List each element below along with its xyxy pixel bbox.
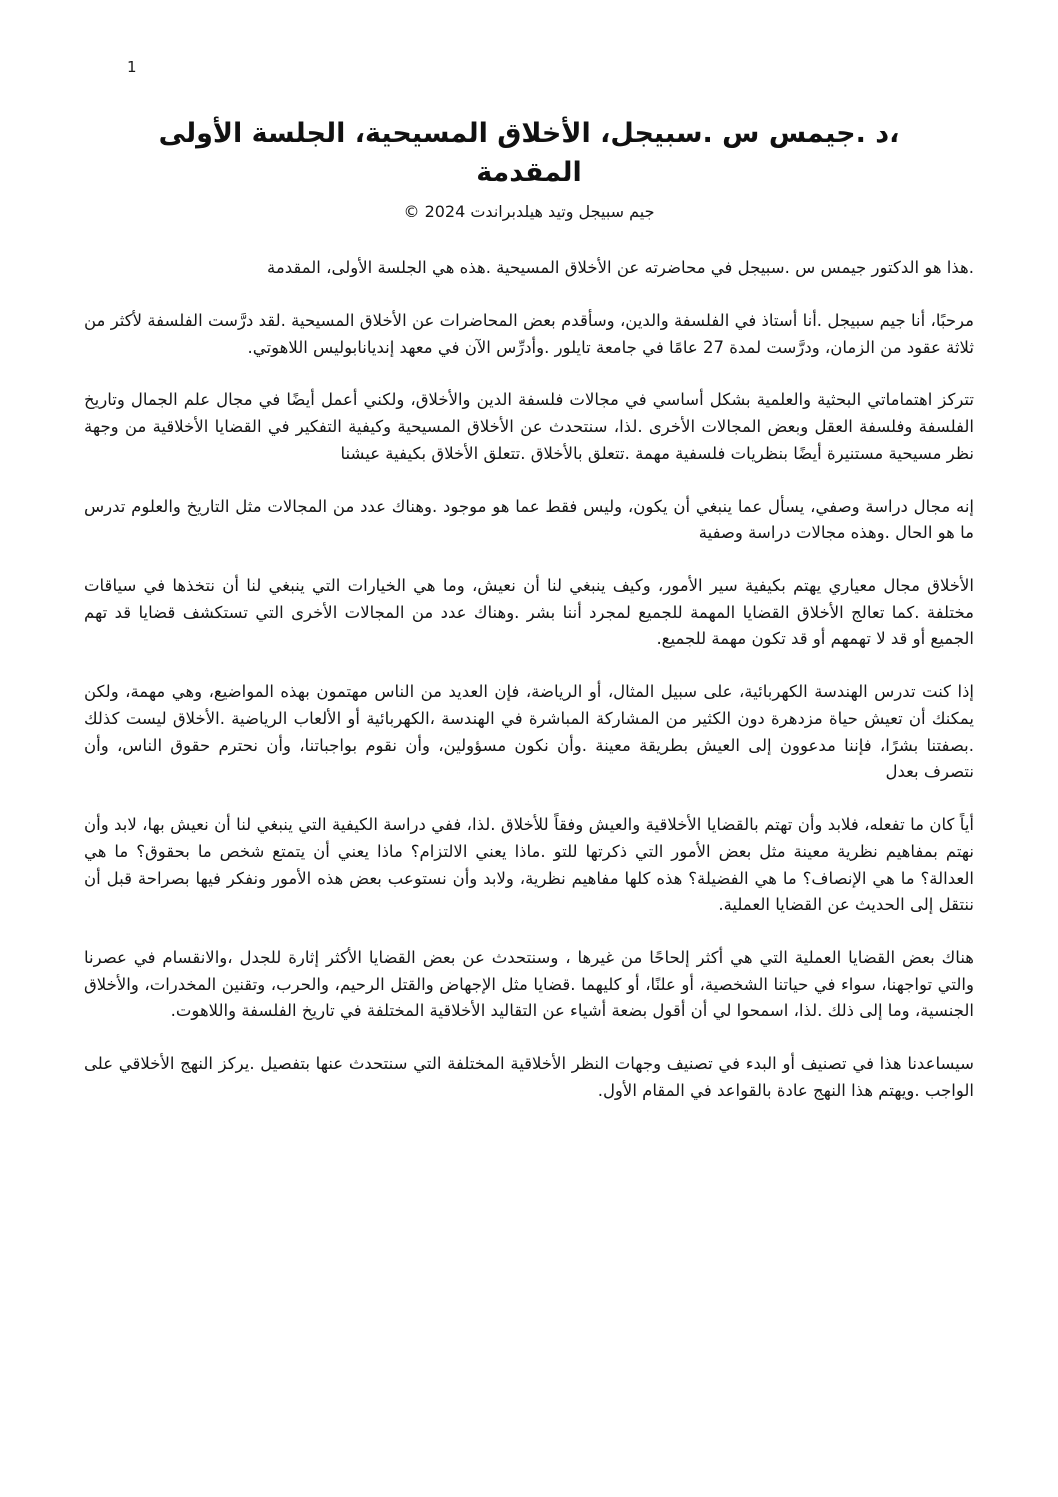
document-title xyxy=(84,114,974,192)
document-content xyxy=(84,114,974,1105)
paragraph: الأخلاق مجال معياري يهتم بكيفية سير الأمور، وكيف ينبغي لنا أن نعيش، وما هي الخيارات التي ينبغي لنا أن نتخذها في سياقات مختلفة .كما تعالج الأخلاق القضايا المهمة للجميع لمجرد أننا بشر .وهناك عدد من المجالات الأخرى التي تستكشف قضايا قد تهم الجميع أو قد لا تهمهم أو قد تكون مهمة للجميع. xyxy=(84,576,974,649)
paragraph: .هذا هو الدكتور جيمس س .سبيجل في محاضرته عن الأخلاق المسيحية .هذه هي الجلسة الأولى، المقدمة xyxy=(267,258,974,278)
paragraph: أياً كان ما تفعله، فلابد وأن تهتم بالقضايا الأخلاقية والعيش وفقاً للأخلاق .لذا، ففي دراسة الكيفية التي ينبغي لنا أن نعيش بها، لابد وأن نهتم بمفاهيم نظرية معينة مثل بعض الأمور التي ذكرتها للتو .ماذا يعني الالتزام؟ ماذا يعني أن يتمتع شخص ما بحقوق؟ ما هي العدالة؟ ما هي الإنصاف؟ ما هي الفضيلة؟ هذه كلها مفاهيم نظرية، ولابد وأن نستوعب بعض هذه الأمور ونفكر فيها بصراحة قبل أن ننتقل إلى الحديث عن القضايا العملية. xyxy=(84,815,974,915)
paragraph: إنه مجال دراسة وصفي، يسأل عما ينبغي أن يكون، وليس فقط عما هو موجود .وهناك عدد من المجالات مثل التاريخ والعلوم تدرس ما هو الحال .وهذه مجالات دراسة وصفية xyxy=(84,496,974,543)
byline: جيم سبيجل وتيد هيلدبراندت 2024 © xyxy=(403,202,655,222)
title-line-1: ،د .جيمس س .سبيجل، الأخلاق المسيحية، الجلسة الأولى xyxy=(158,118,900,149)
paragraph: هناك بعض القضايا العملية التي هي أكثر إلحاحًا من غيرها ، وسنتحدث عن بعض القضايا الأكثر إثارة للجدل ،والانقسام في عصرنا والتي تواجهنا، سواء في حياتنا الشخصية، أو علنًا، أو كليهما .قضايا مثل الإجهاض والقتل الرحيم، والحرب، وتقنين المخدرات، والأخلاق الجنسية، وما إلى ذلك .لذا، اسمحوا لي أن أقول بضعة أشياء عن التقاليد الأخلاقية المختلفة في تاريخ الفلسفة واللاهوت. xyxy=(84,947,974,1021)
title-line-2: المقدمة xyxy=(476,157,582,189)
paragraph: إذا كنت تدرس الهندسة الكهربائية، على سبيل المثال، أو الرياضة، فإن العديد من الناس مهتمون بهذه المواضيع، وهي مهمة، ولكن يمكنك أن تعيش حياة مزدهرة دون الكثير من المشاركة المباشرة في الهندسة ،الكهربائية أو الألعاب الرياضية .الأخلاق ليست كذلك .بصفتنا بشرًا، فإننا مدعوون إلى العيش بطريقة معينة .وأن نكون مسؤولين، وأن نقوم بواجباتنا، وأن نحترم حقوق الناس، وأن نتصرف بعدل xyxy=(84,682,974,782)
page-number: 1 xyxy=(127,58,137,76)
paragraph: سيساعدنا هذا في تصنيف أو البدء في تصنيف وجهات النظر الأخلاقية المختلفة التي سنتحدث عنها بتفصيل .يركز النهج الأخلاقي على الواجب .ويهتم هذا النهج عادة بالقواعد في المقام الأول. xyxy=(84,1054,974,1100)
paragraph: مرحبًا، أنا جيم سبيجل .أنا أستاذ في الفلسفة والدين، وسأقدم بعض المحاضرات عن الأخلاق المسيحية .لقد درَّست الفلسفة لأكثر من ثلاثة عقود من الزمان، ودرَّست لمدة 27 عامًا في جامعة تايلور .وأدرِّس الآن في معهد إنديانابوليس اللاهوتي. xyxy=(84,311,974,357)
document-body xyxy=(84,255,974,1104)
paragraph: تتركز اهتماماتي البحثية والعلمية بشكل أساسي في مجالات فلسفة الدين والأخلاق، ولكني أعمل أيضًا في مجال علم الجمال وتاريخ الفلسفة وفلسفة العقل وبعض المجالات الأخرى .لذا، سنتحدث عن الأخلاق المسيحية وكيفية التفكير في القضايا الأخلاقية من وجهة نظر مسيحية مستنيرة أيضًا بنظريات فلسفية مهمة .تتعلق بالأخلاق .تتعلق الأخلاق بكيفية عيشنا xyxy=(84,390,974,463)
